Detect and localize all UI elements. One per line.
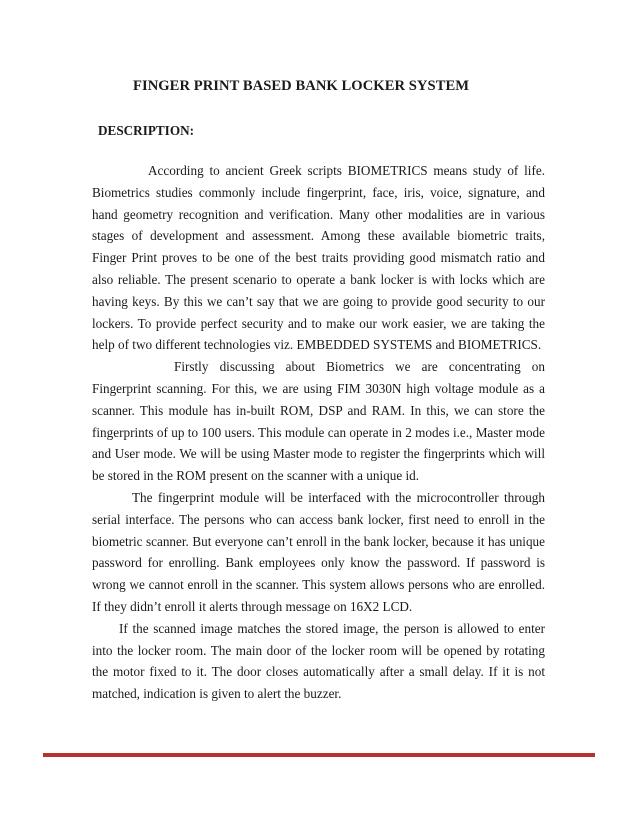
document-title: FINGER PRINT BASED BANK LOCKER SYSTEM	[133, 78, 470, 94]
paragraph-3: The fingerprint module will be interfaced with the microcontroller through serial interface. The persons who can access bank locker, first need to enroll in the biometric scanner. But everyone can’t enroll in the bank locker, because it has unique password for enrolling. Bank employees only know the password. If password is wrong we cannot enroll in the scanner. This system allows persons who are enrolled. If they didn’t enroll it alerts through message on 16X2 LCD.	[92, 489, 545, 614]
section-heading: DESCRIPTION:	[98, 123, 194, 138]
footer-rule	[43, 753, 595, 757]
paragraph-4: If the scanned image matches the stored image, the person is allowed to enter into the locker room. The main door of the locker room will be opened by rotating the motor fixed to it. The door closes automatically after a small delay. If it is not matched, indication is given to alert the buzzer.	[92, 620, 545, 702]
document-body	[92, 160, 545, 705]
paragraph-1: According to ancient Greek scripts BIOMETRICS means study of life. Biometrics studies commonly include fingerprint, face, iris, voice, signature, and hand geometry recognition and verification. Many other modalities are in various stages of development and assessment. Among these available biometric traits, Finger Print proves to be one of the best traits providing good mismatch ratio and also reliable. The present scenario to operate a bank locker is with locks which are having keys. By this we can’t say that we are going to provide good security to our lockers. To provide perfect security and to make our work easier, we are taking the help of two different technologies viz. EMBEDDED SYSTEMS and BIOMETRICS.	[92, 163, 545, 353]
paragraph-2: Firstly discussing about Biometrics we are concentrating on Fingerprint scanning. For this, we are using FIM 3030N high voltage module as a scanner. This module has in-built ROM, DSP and RAM. In this, we can store the fingerprints of up to 100 users. This module can operate in 2 modes i.e., Master mode and User mode. We will be using Master mode to register the fingerprints which will be stored in the ROM present on the scanner with a unique id.	[92, 359, 545, 484]
